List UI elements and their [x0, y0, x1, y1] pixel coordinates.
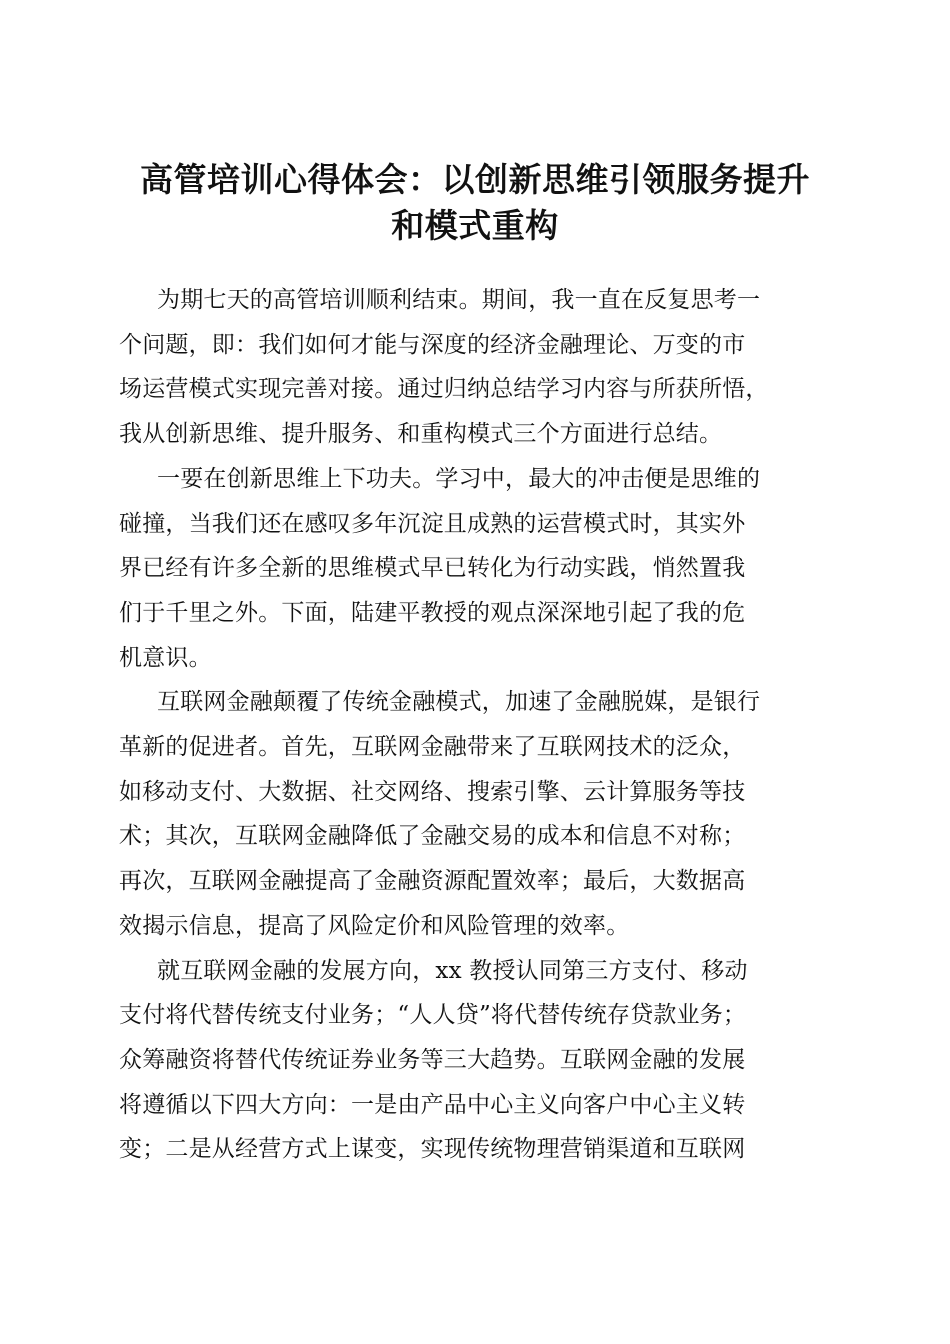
text-line: 界已经有许多全新的思维模式早已转化为行动实践，悄然置我	[119, 555, 746, 582]
paragraph-4	[119, 949, 844, 1173]
text-line: 互联网金融颠覆了传统金融模式，加速了金融脱媒，是银行	[157, 689, 761, 716]
text-line: 们于千里之外。下面，陆建平教授的观点深深地引起了我的危	[119, 599, 746, 626]
paragraph-3	[119, 680, 844, 948]
text-line: 机意识。	[119, 644, 212, 671]
document-body	[119, 278, 844, 1172]
text-line: 一要在创新思维上下功夫。学习中，最大的冲击便是思维的	[157, 465, 761, 492]
text-line: 个问题，即：我们如何才能与深度的经济金融理论、万变的市	[119, 331, 746, 358]
text-line: 场运营模式实现完善对接。通过归纳总结学习内容与所获所悟，	[119, 376, 769, 403]
text-line: 就互联网金融的发展方向，xx 教授认同第三方支付、移动	[157, 957, 748, 984]
text-line: 将遵循以下四大方向：一是由产品中心主义向客户中心主义转	[119, 1091, 746, 1118]
text-line: 我从创新思维、提升服务、和重构模式三个方面进行总结。	[119, 421, 723, 448]
text-line: 效揭示信息，提高了风险定价和风险管理的效率。	[119, 912, 630, 939]
title-line-2: 和模式重构	[391, 206, 559, 246]
text-line: 再次，互联网金融提高了金融资源配置效率；最后，大数据高	[119, 868, 746, 895]
document-title	[100, 157, 850, 249]
text-line: 如移动支付、大数据、社交网络、搜索引擎、云计算服务等技	[119, 778, 746, 805]
text-line: 支付将代替传统支付业务；“人人贷”将代替传统存贷款业务；	[119, 1002, 747, 1029]
title-line-1: 高管培训心得体会：以创新思维引领服务提升	[140, 160, 810, 200]
text-line: 革新的促进者。首先，互联网金融带来了互联网技术的泛众，	[119, 734, 746, 761]
paragraph-1	[119, 278, 844, 457]
text-line: 为期七天的高管培训顺利结束。期间，我一直在反复思考一	[157, 287, 761, 313]
paragraph-2	[119, 457, 844, 681]
text-line: 碰撞，当我们还在感叹多年沉淀且成熟的运营模式时，其实外	[119, 510, 746, 537]
text-line: 术；其次，互联网金融降低了金融交易的成本和信息不对称；	[119, 823, 746, 850]
text-line: 众筹融资将替代传统证券业务等三大趋势。互联网金融的发展	[119, 1046, 746, 1073]
text-line: 变；二是从经营方式上谋变，实现传统物理营销渠道和互联网	[119, 1136, 746, 1163]
